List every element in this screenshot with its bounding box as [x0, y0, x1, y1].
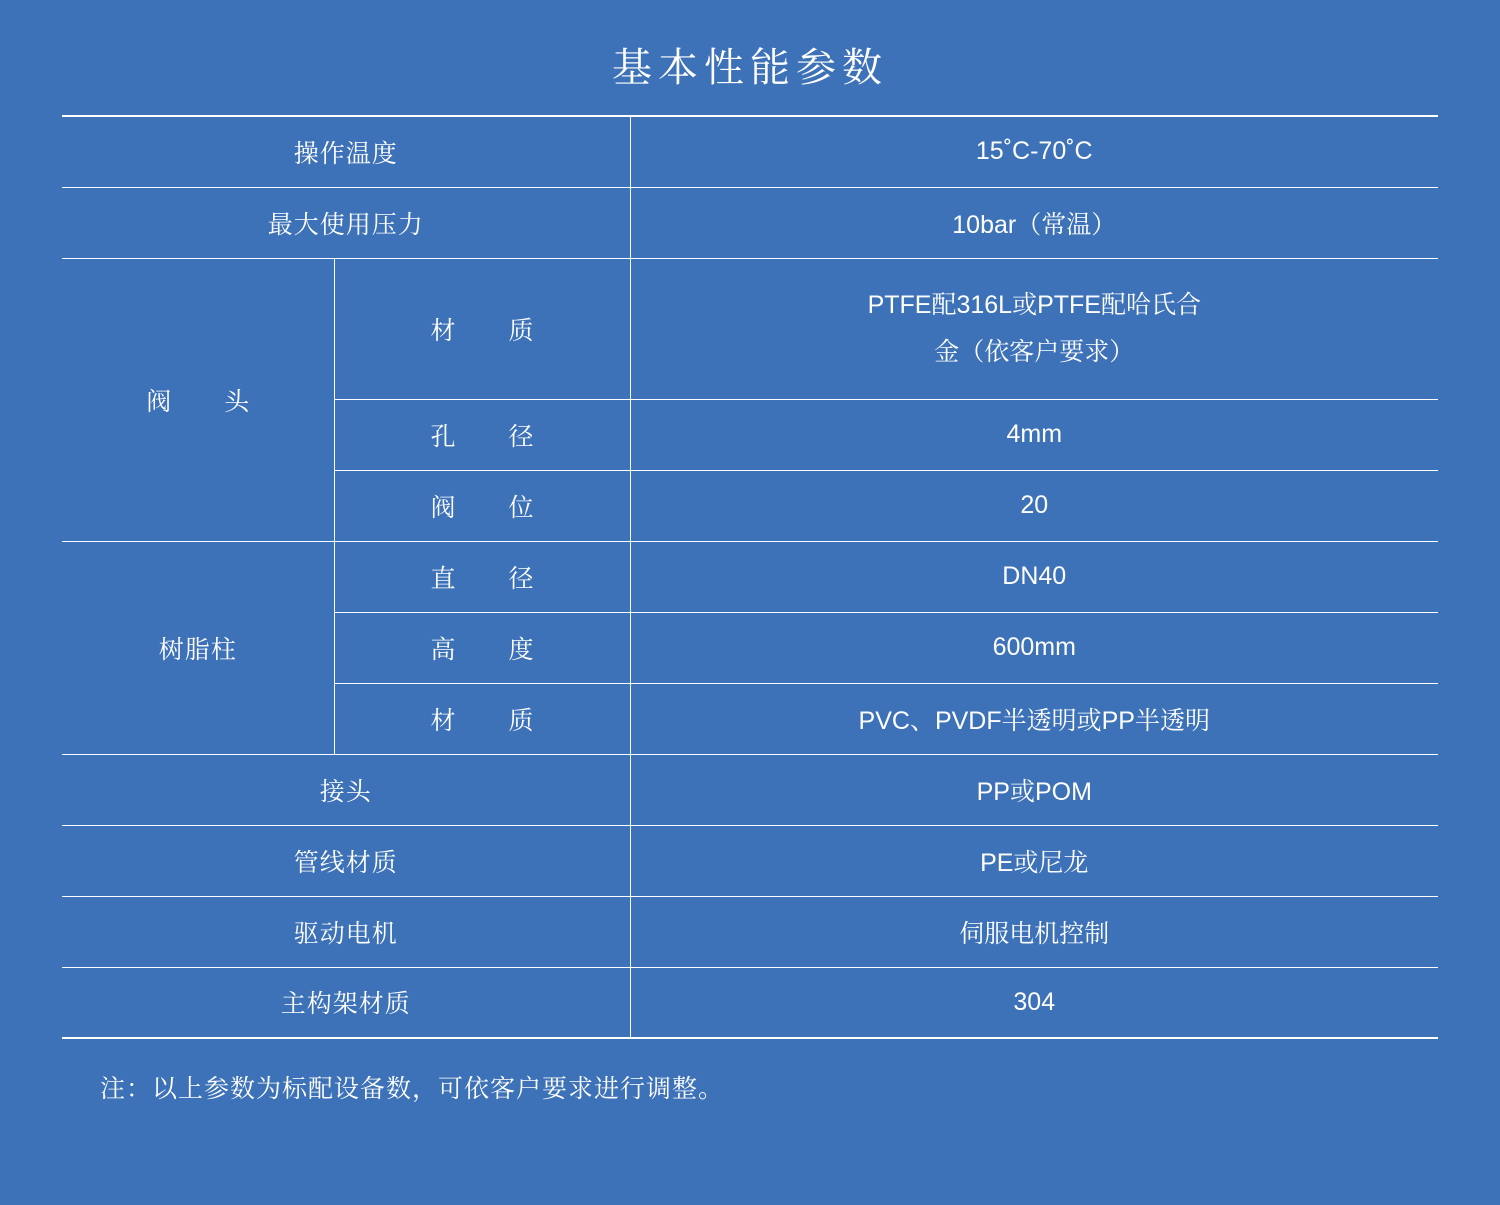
- table-row: [62, 187, 1438, 258]
- row-value-line1: PTFE配316L或PTFE配哈氏合: [867, 291, 1201, 320]
- row-value: PP或POM: [630, 754, 1438, 825]
- row-value: 20: [630, 470, 1438, 541]
- spec-table: [62, 115, 1438, 1039]
- row-value: 600mm: [630, 612, 1438, 683]
- row-value: DN40: [630, 541, 1438, 612]
- row-sublabel: 阀 位: [334, 470, 630, 541]
- table-footnote: 注：以上参数为标配设备数，可依客户要求进行调整。: [100, 1075, 725, 1103]
- row-label: 最大使用压力: [62, 187, 630, 258]
- table-row: [62, 967, 1438, 1038]
- row-value: 10bar（常温）: [630, 187, 1438, 258]
- table-row: [62, 896, 1438, 967]
- row-label-valve-head: 阀 头: [62, 258, 334, 541]
- row-value: 304: [630, 967, 1438, 1038]
- row-value: PVC、PVDF半透明或PP半透明: [630, 683, 1438, 754]
- table-row: [62, 541, 1438, 612]
- row-label-resin-column: 树脂柱: [62, 541, 334, 754]
- row-label: 管线材质: [62, 825, 630, 896]
- table-row: [62, 825, 1438, 896]
- row-sublabel: 材 质: [334, 258, 630, 399]
- table-row: [62, 116, 1438, 187]
- row-value: 4mm: [630, 399, 1438, 470]
- row-sublabel: 材 质: [334, 683, 630, 754]
- table-row: [62, 754, 1438, 825]
- row-value: 伺服电机控制: [630, 896, 1438, 967]
- row-sublabel: 孔 径: [334, 399, 630, 470]
- row-value: [630, 258, 1438, 399]
- row-label: 操作温度: [62, 116, 630, 187]
- spec-table-wrapper: [62, 115, 1438, 1039]
- table-row: [62, 258, 1438, 399]
- row-value-line2: 金（依客户要求）: [934, 337, 1135, 366]
- row-label: 驱动电机: [62, 896, 630, 967]
- row-sublabel: 高 度: [334, 612, 630, 683]
- row-label: 主构架材质: [62, 967, 630, 1038]
- page-title: 基本性能参数: [612, 46, 888, 90]
- row-value: 15˚C-70˚C: [630, 116, 1438, 187]
- row-label: 接头: [62, 754, 630, 825]
- row-value: PE或尼龙: [630, 825, 1438, 896]
- row-sublabel: 直 径: [334, 541, 630, 612]
